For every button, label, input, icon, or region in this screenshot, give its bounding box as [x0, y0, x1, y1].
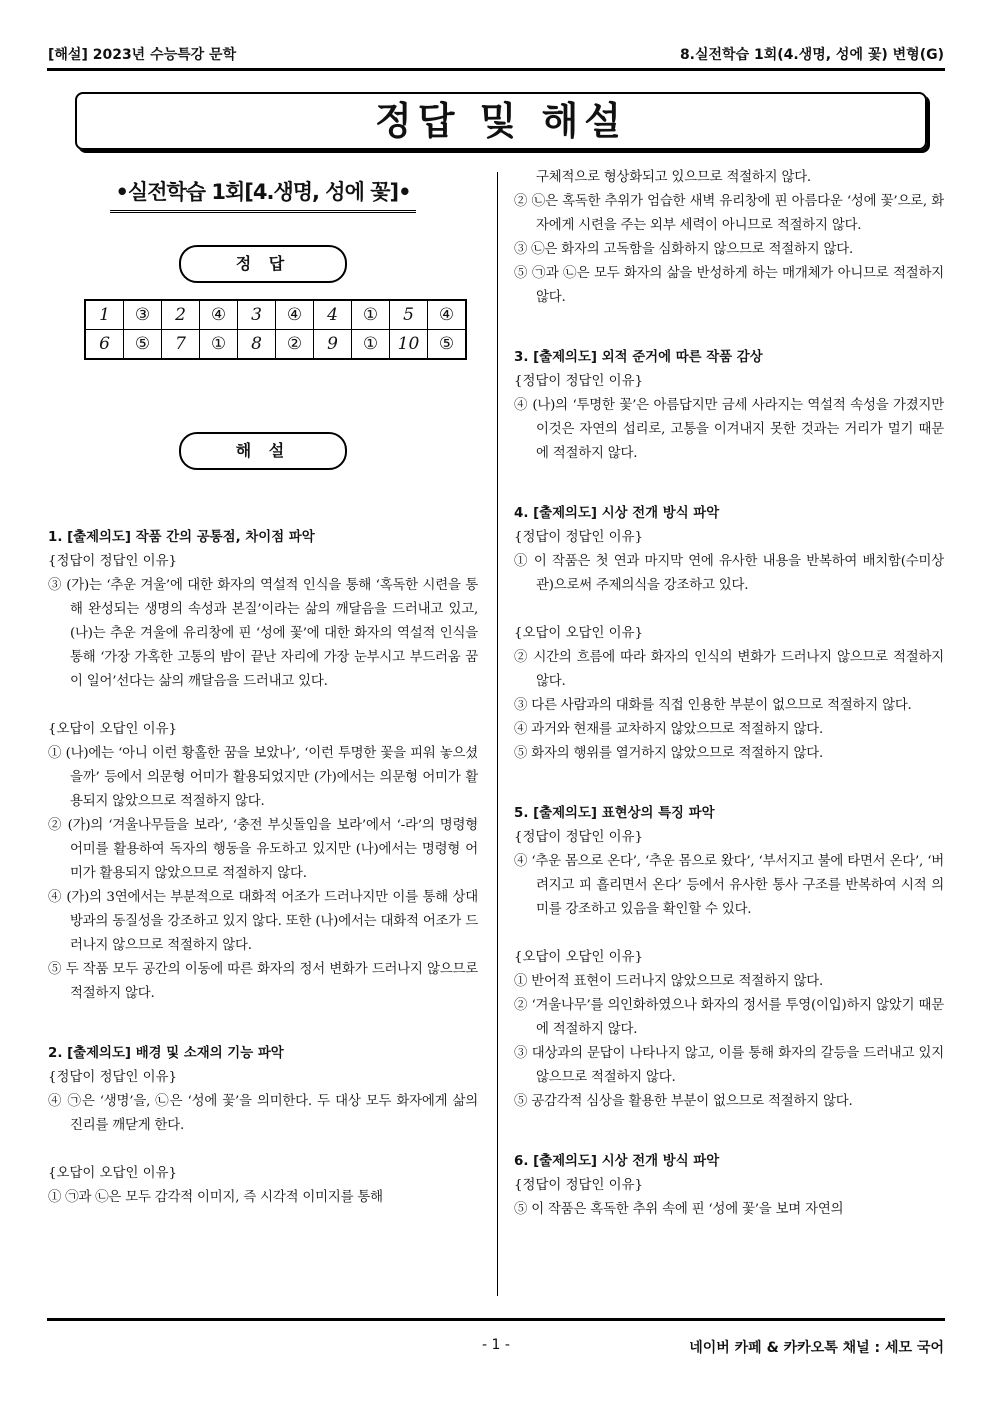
question-title: 1. [출제의도] 작품 간의 공통점, 차이점 파악: [48, 530, 315, 545]
footer-right: 네이버 카페 & 카카오톡 채널 : 세모 국어: [689, 1340, 944, 1356]
answer-row: [85, 330, 466, 360]
explanation-item: ⑤ 공감각적 심상을 활용한 부분이 없으므로 적절하지 않다.: [514, 1094, 853, 1109]
left-column: [48, 166, 478, 1210]
wrong-reason-label: {오답이 오답인 이유}: [514, 626, 644, 641]
answer-choice: ①: [352, 330, 390, 360]
page-number: - 1 -: [482, 1337, 510, 1353]
explanation-item: ② 시간의 흐름에 따라 화자의 인식의 변화가 드러나지 않으므로 적절하지 않다.: [514, 650, 944, 689]
correct-reason-label: {정답이 정답인 이유}: [48, 1070, 178, 1085]
correct-reason-label: {정답이 정답인 이유}: [514, 1178, 644, 1193]
question-title: 2. [출제의도] 배경 및 소재의 기능 파악: [48, 1046, 284, 1061]
answer-choice: ①: [200, 330, 238, 360]
answer-choice: ⑤: [124, 330, 162, 360]
header-left: [해설] 2023년 수능특강 문학: [48, 47, 237, 63]
answer-number: 7: [162, 330, 200, 360]
explanation-item: ① 반어적 표현이 드러나지 않았으므로 적절하지 않다.: [514, 974, 824, 989]
correct-reason-label: {정답이 정답인 이유}: [514, 830, 644, 845]
footer-rule: [47, 1318, 945, 1321]
header-rule: [47, 68, 945, 71]
answer-choice: ②: [276, 330, 314, 360]
right-column: [514, 166, 944, 1222]
explanation-item: ③ ㉡은 화자의 고독함을 심화하지 않으므로 적절하지 않다.: [514, 242, 854, 257]
explanation-item: ① (나)에는 ‘아니 이런 황홀한 꿈을 보았나’, ‘이런 투명한 꽃을 피워 놓으셨을까’ 등에서 의문형 어미가 활용되었지만 (가)에서는 의문형 어미가 활용되지 않았으므로 적절하지 않다.: [48, 746, 478, 809]
answer-number: 5: [390, 300, 428, 330]
question-title: 3. [출제의도] 외적 준거에 따른 작품 감상: [514, 350, 763, 365]
explanation-label: 해 설: [179, 432, 347, 470]
explanation-item: ④ ‘추운 몸으로 온다’, ‘추운 몸으로 왔다’, ‘부서지고 불에 타면서 온다’, ‘버려지고 피 흘리면서 온다’ 등에서 유사한 통사 구조를 반복하여 시적 의미를 강조하고 있음을 확인할 수 있다.: [514, 854, 944, 917]
correct-reason-label: {정답이 정답인 이유}: [48, 554, 178, 569]
answer-table: [84, 299, 467, 360]
explanation-item: ④ (가)의 3연에서는 부분적으로 대화적 어조가 드러나지만 이를 통해 상대방과의 동질성을 강조하고 있지 않다. 또한 (나)에서는 대화적 어조가 드러나지 않으므로 적절하지 않다.: [48, 890, 478, 953]
correct-reason-label: {정답이 정답인 이유}: [514, 374, 644, 389]
question-title: 6. [출제의도] 시상 전개 방식 파악: [514, 1154, 720, 1169]
explanation-item: ④ 과거와 현재를 교차하지 않았으므로 적절하지 않다.: [514, 722, 824, 737]
question-title: 4. [출제의도] 시상 전개 방식 파악: [514, 506, 720, 521]
section-title: •실전학습 1회[4.생명, 성에 꽃]•: [110, 166, 416, 213]
answer-number: 4: [314, 300, 352, 330]
answer-label: 정 답: [179, 245, 347, 283]
answer-number: 9: [314, 330, 352, 360]
explanation-item: ⑤ 두 작품 모두 공간의 이동에 따른 화자의 정서 변화가 드러나지 않으므로 적절하지 않다.: [48, 962, 478, 1001]
answer-number: 3: [238, 300, 276, 330]
explanation-item: ⑤ ㉠과 ㉡은 모두 화자의 삶을 반성하게 하는 매개체가 아니므로 적절하지 않다.: [514, 266, 944, 305]
answer-number: 2: [162, 300, 200, 330]
explanation-item: ③ 대상과의 문답이 나타나지 않고, 이를 통해 화자의 갈등을 드러내고 있지 않으므로 적절하지 않다.: [514, 1046, 944, 1085]
answer-choice: ⑤: [428, 330, 467, 360]
explanation-item: ① 이 작품은 첫 연과 마지막 연에 유사한 내용을 반복하여 배치함(수미상관)으로써 주제의식을 강조하고 있다.: [514, 554, 944, 593]
correct-reason-label: {정답이 정답인 이유}: [514, 530, 644, 545]
answer-number: 1: [85, 300, 124, 330]
explanation-item: ⑤ 이 작품은 혹독한 추위 속에 핀 ‘성에 꽃’을 보며 자연의: [514, 1202, 844, 1217]
explanation-item: 구체적으로 형상화되고 있으므로 적절하지 않다.: [536, 170, 811, 185]
explanation-item: ⑤ 화자의 행위를 열거하지 않았으므로 적절하지 않다.: [514, 746, 824, 761]
wrong-reason-label: {오답이 오답인 이유}: [514, 950, 644, 965]
answer-choice: ①: [352, 300, 390, 330]
answer-choice: ③: [124, 300, 162, 330]
header-right: 8.실전학습 1회(4.생명, 성에 꽃) 변형(G): [679, 47, 944, 63]
answer-choice: ④: [200, 300, 238, 330]
explanation-item: ③ (가)는 ‘추운 겨울’에 대한 화자의 역설적 인식을 통해 ‘혹독한 시련을 통해 완성되는 생명의 속성과 본질’이라는 삶의 깨달음을 드러내고 있고, (나)는 추운 겨울에 유리창에 핀 ‘성에 꽃’에 대한 화자의 역설적 인식을 통해 ‘가장 가혹한 고통의 밤이 끝난 자리에 가장 눈부시고 부드러움 꿈이 일어’선다는 삶의 깨달음을 드러내고 있다.: [48, 578, 478, 689]
answer-choice: ④: [428, 300, 467, 330]
wrong-reason-label: {오답이 오답인 이유}: [48, 1166, 178, 1181]
explanation-item: ① ㉠과 ㉡은 모두 감각적 이미지, 즉 시각적 이미지를 통해: [48, 1190, 383, 1205]
explanation-item: ② ‘겨울나무’를 의인화하였으나 화자의 정서를 투영(이입)하지 않았기 때문에 적절하지 않다.: [514, 998, 944, 1037]
answer-row: [85, 300, 466, 330]
column-divider: [497, 172, 498, 1296]
explanation-item: ④ ㉠은 ‘생명’을, ㉡은 ‘성에 꽃’을 의미한다. 두 대상 모두 화자에게 삶의 진리를 깨닫게 한다.: [48, 1094, 478, 1133]
answer-choice: ④: [276, 300, 314, 330]
explanation-item: ② ㉡은 혹독한 추위가 엄습한 새벽 유리창에 핀 아름다운 ‘성에 꽃’으로, 화자에게 시련을 주는 외부 세력이 아니므로 적절하지 않다.: [514, 194, 944, 233]
answer-number: 6: [85, 330, 124, 360]
question-title: 5. [출제의도] 표현상의 특징 파악: [514, 806, 715, 821]
wrong-reason-label: {오답이 오답인 이유}: [48, 722, 178, 737]
explanation-item: ④ (나)의 ‘투명한 꽃’은 아름답지만 금세 사라지는 역설적 속성을 가졌지만 이것은 자연의 섭리로, 고통을 이겨내지 못한 것과는 거리가 멀기 때문에 적절하지 않다.: [514, 398, 944, 461]
page-title: 정답 및 해설: [75, 92, 927, 150]
explanation-item: ② (가)의 ‘겨울나무들을 보라’, ‘충전 부싯돌임을 보라’에서 ‘-라’의 명령형 어미를 활용하여 독자의 행동을 유도하고 있지만 (나)에서는 명령형 어미가 활용되지 않았으므로 적절하지 않다.: [48, 818, 478, 881]
explanation-item: ③ 다른 사람과의 대화를 직접 인용한 부분이 없으므로 적절하지 않다.: [514, 698, 912, 713]
answer-number: 10: [390, 330, 428, 360]
answer-number: 8: [238, 330, 276, 360]
